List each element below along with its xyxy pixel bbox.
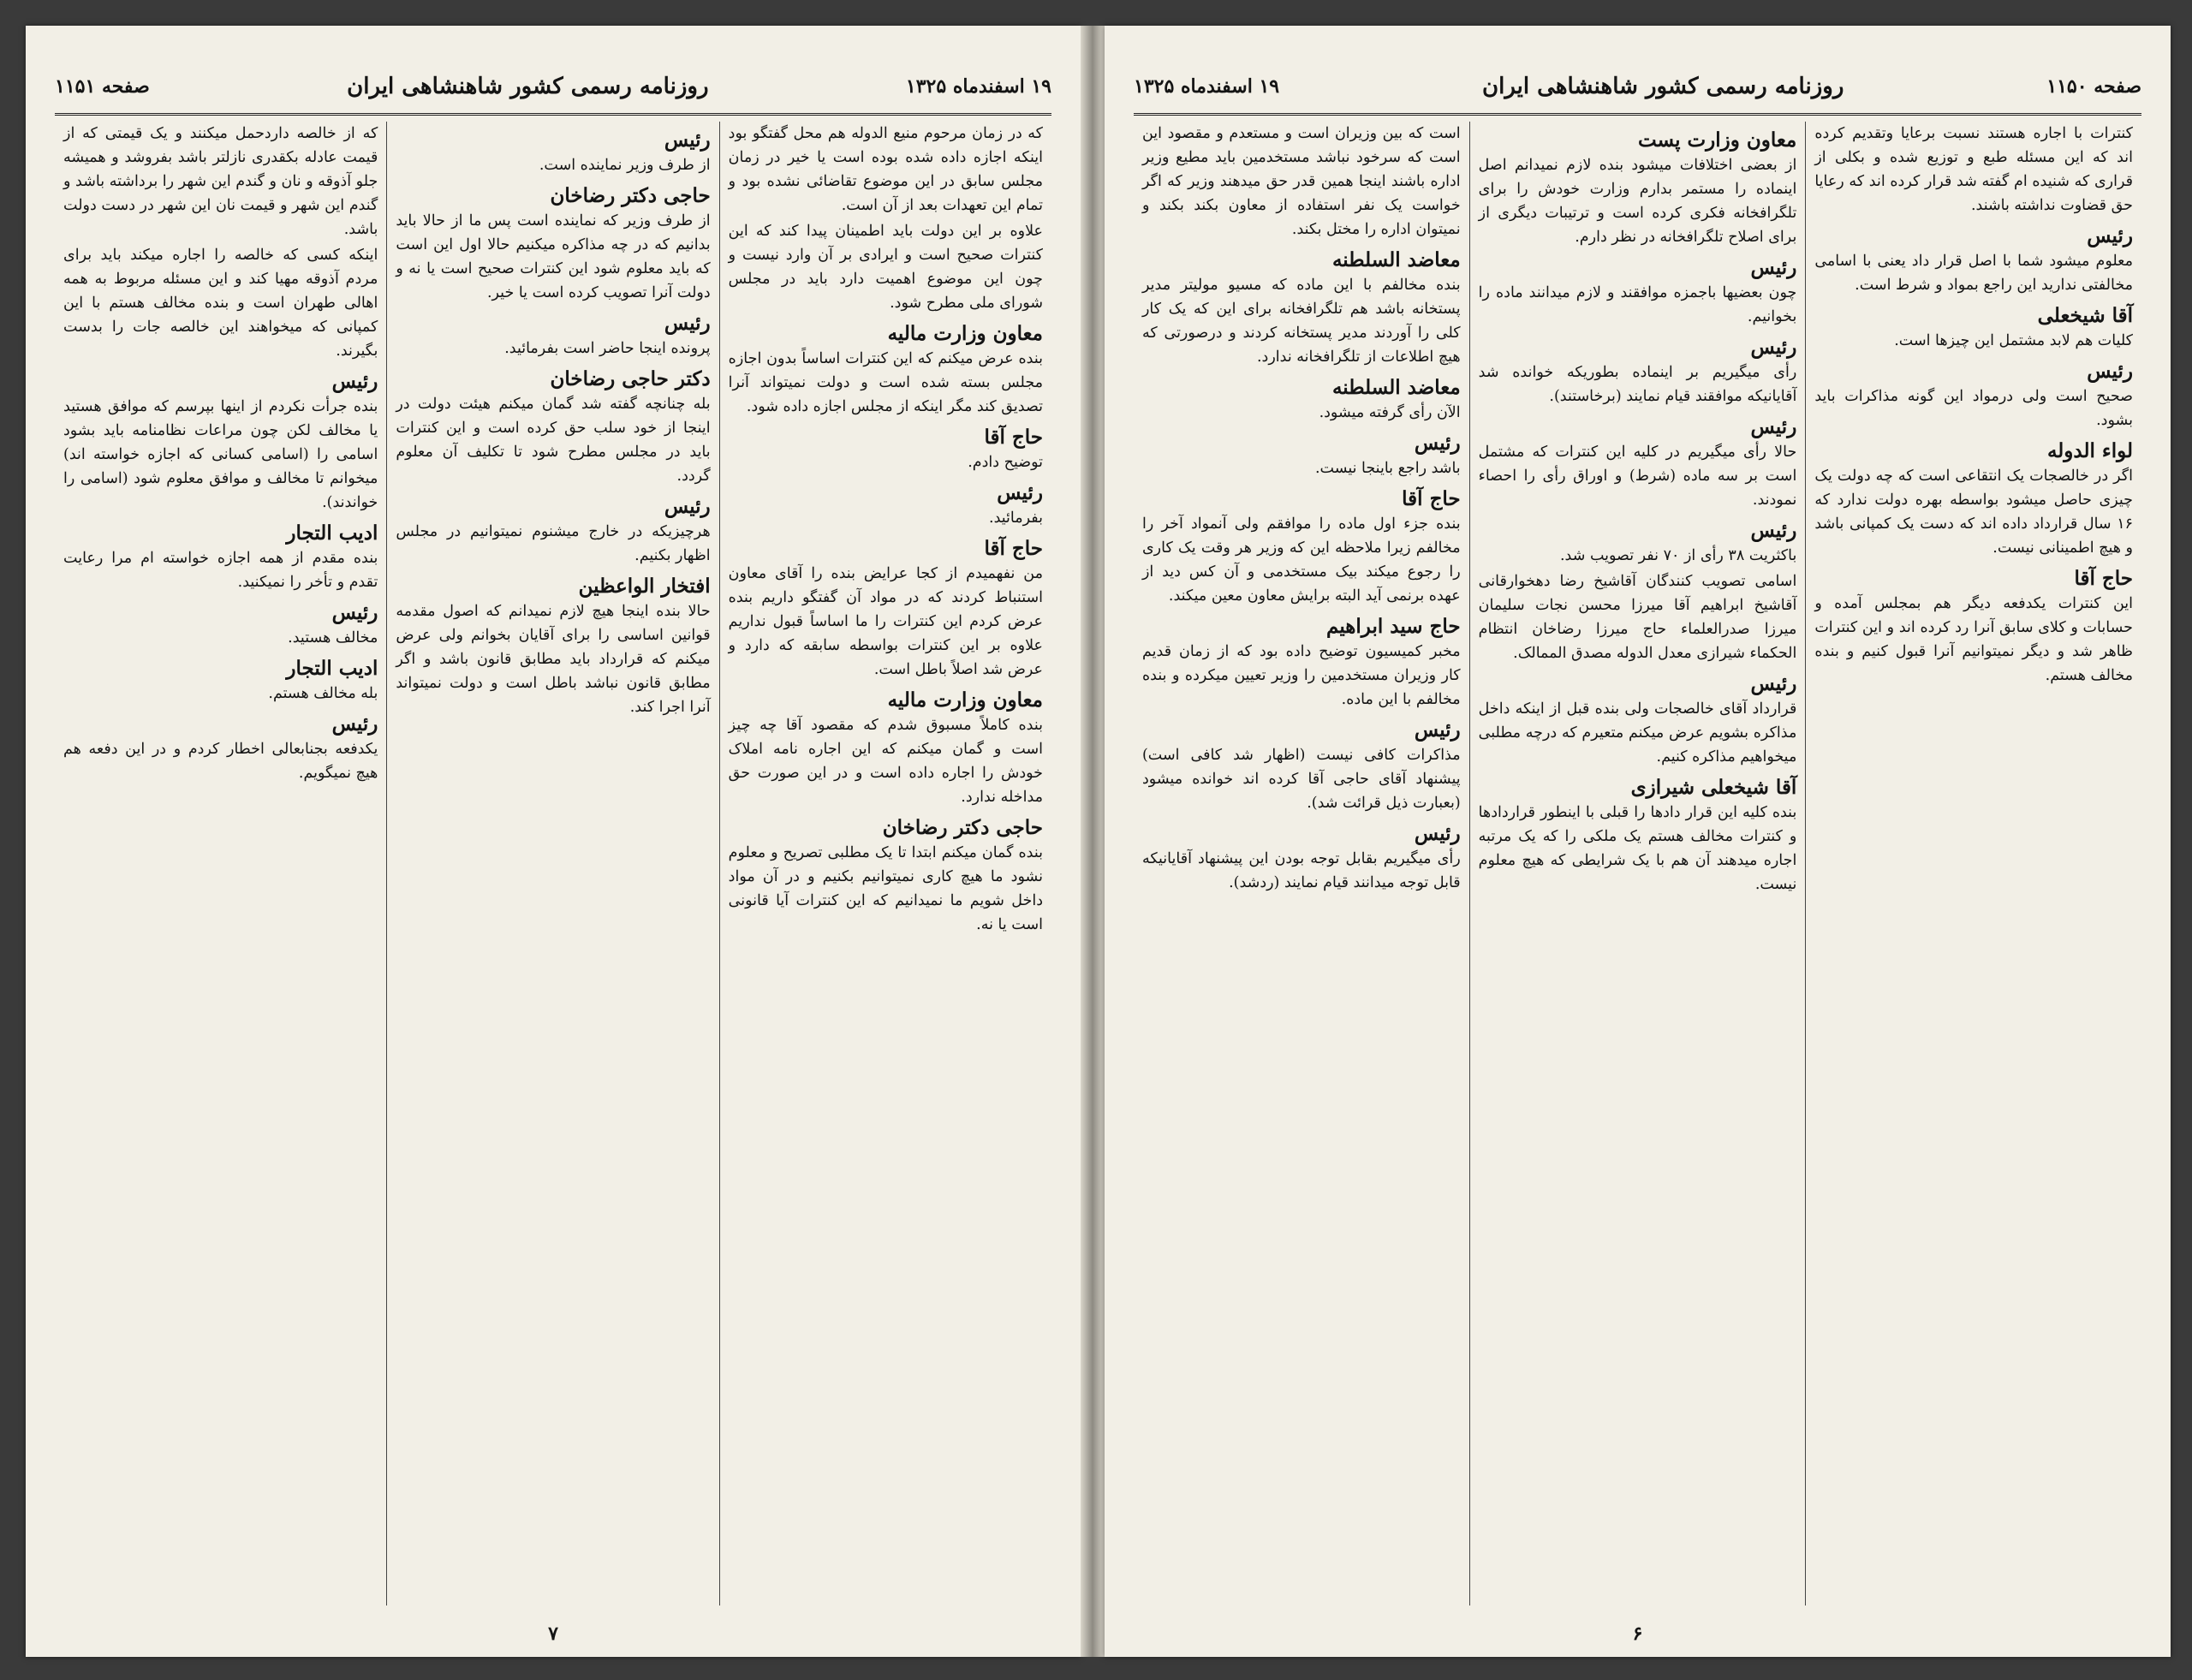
header-page-label: صفحه ۱۱۵۱: [55, 75, 150, 98]
paragraph: توضیح دادم.: [968, 454, 1043, 471]
paragraph: است که بین وزیران است و مستعدم و مقصود این است که سرخود نباشد مستخدمین باید مطیع وزیر اداره باشند اینجا همین قدر حق میدهند وزیر که اگر خواست یک نفر استفاده از معاون بکند بکند و نمیتوان اداره را مختل بکند.: [1141, 125, 1461, 238]
paragraph: بنده کاملاً مسبوق شدم که مقصود آقا چه چیز است و گمان میکنم که این اجاره نامه املاک خودش را اجاره داده است و در این صورت حق مداخله ندارد.: [728, 717, 1043, 806]
speaker-name: دکتر حاجی رضاخان: [550, 367, 711, 390]
paragraph: بنده گمان میکنم ابتدا تا یک مطلبی تصریح و معلوم نشود ما هیچ کاری نمیتوانیم بکنیم و در آن مواد داخل شویم ما نمیدانیم که این کنترات آیا قانونی است یا نه.: [728, 844, 1043, 933]
speaker-name: افتخار الواعظین: [578, 575, 711, 598]
speaker-name: حاج آقا: [2074, 567, 2133, 590]
page-number: ۶: [1632, 1623, 1643, 1645]
right-page-columns: [1134, 122, 2141, 1606]
speaker-name: معاضد السلطنه: [1331, 376, 1461, 399]
article-column: [719, 122, 1051, 1606]
paragraph: یکدفعه بجنابعالی اخطار کردم و در این دفعه هم هیچ نمیگویم.: [63, 741, 378, 782]
speaker-name: معاون وزارت مالیه: [887, 322, 1043, 345]
speaker-name: لواء الدوله: [2046, 439, 2133, 462]
speaker-name: رئیس: [997, 481, 1043, 504]
speaker-name: حاجی دکتر رضاخان: [882, 816, 1043, 839]
speaker-name: رئیس: [2087, 360, 2133, 383]
paragraph: مخبر کمیسیون توضیح داده بود که از زمان قدیم کار وزیران مستخدمین را وزیر تعیین میکرده و بنده مخالفم با این ماده.: [1141, 643, 1461, 708]
paragraph: که در زمان مرحوم منیع الدوله هم محل گفتگو بود اینکه اجازه داده شده بوده است یا خیر در زمان مجلس سابق در این موضوع تقاضائی نشده بود و تمام این تعهدات بعد از آن است.: [728, 125, 1043, 214]
header-title: روزنامه رسمی کشور شاهنشاهی ایران: [347, 74, 709, 99]
speaker-name: معاون وزارت پست: [1638, 128, 1797, 152]
paragraph: اینکه کسی که خالصه را اجاره میکند باید برای مردم آذوقه مهیا کند و این مسئله مربوط به همه اهالی طهران است و بنده مخالف هستم با این کمپانی که میخواهند این خالصه جات را بدست بگیرند.: [63, 247, 378, 360]
paragraph: چون بعضیها باجمزه موافقند و لازم میدانند ماده را بخوانیم.: [1478, 284, 1797, 325]
paragraph: رأی میگیریم بقابل توجه بودن این پیشنهاد آقایانیکه قابل توجه میدانند قیام نمایند (ردشد).: [1141, 850, 1461, 891]
speaker-name: رئیس: [664, 312, 711, 335]
speaker-name: حاج آقا: [984, 537, 1043, 560]
speaker-name: رئیس: [664, 495, 711, 518]
article-column: [386, 122, 718, 1606]
paragraph: معلوم میشود شما با اصل قرار داد یعنی با اسامی مخالفتی ندارید این راجع بمواد و شرط است.: [1814, 253, 2133, 294]
left-page-header: [55, 60, 1051, 116]
article-column: [55, 122, 386, 1606]
speaker-name: رئیس: [331, 370, 378, 393]
speaker-name: رئیس: [1750, 336, 1797, 359]
paragraph: مخالف هستید.: [288, 629, 378, 646]
paragraph: از بعضی اختلافات میشود بنده لازم نمیدانم اصل اینماده را مستمر بدارم وزارت خودش را برای تلگرافخانه فکری کرده است و ترتیبات دیگری از برای اصلاح تلگرافخانه در نظر دارم.: [1478, 157, 1797, 246]
header-date: ۱۹ اسفندماه ۱۳۲۵: [905, 75, 1051, 98]
left-page-columns: [55, 122, 1051, 1606]
speaker-name: رئیس: [664, 128, 711, 152]
speaker-name: آقا شیخعلی شیرازی: [1630, 776, 1797, 799]
paragraph: من نفهمیدم از کجا عرایض بنده را آقای معاون استنباط کردند که در مواد آن گفتگو داریم بنده عرض کردم این کنترات را ما اساساً قبول نداریم علاوه بر این کنترات بواسطه سابقه که دارد و عرض شد اصلاً باطل است.: [728, 565, 1043, 678]
speaker-name: حاج آقا: [1402, 487, 1461, 510]
paragraph: بفرمائید.: [989, 509, 1043, 527]
paragraph: بنده مقدم از همه اجازه خواسته ام مرا رعایت تقدم و تأخر را نمیکنید.: [63, 550, 378, 591]
paragraph: بنده عرض میکنم که این کنترات اساساً بدون اجازه مجلس بسته شده است و دولت نمیتواند آنرا تصدیق کند مگر اینکه از مجلس اجازه داده شود.: [728, 350, 1043, 415]
paragraph: بله مخالف هستم.: [268, 685, 378, 702]
speaker-name: رئیس: [1750, 415, 1797, 438]
paragraph: باشد راجع باینجا نیست.: [1314, 460, 1461, 477]
header-date: ۱۹ اسفندماه ۱۳۲۵: [1134, 75, 1280, 98]
speaker-name: رئیس: [331, 712, 378, 736]
speaker-name: ادیب التجار: [286, 657, 378, 680]
header-title: روزنامه رسمی کشور شاهنشاهی ایران: [1482, 74, 1844, 99]
speaker-name: رئیس: [1750, 256, 1797, 279]
article-column: [1805, 122, 2141, 1606]
speaker-name: رئیس: [1750, 672, 1797, 695]
speaker-name: حاجی دکتر رضاخان: [550, 184, 711, 207]
paragraph: که از خالصه داردحمل میکنند و یک قیمتی که از قیمت عادله بکقدری نازلتر باشد بفروشد و همیشه جلو آذوقه و نان و گندم این شهر را برداشته باشد و گندم این شهر و قیمت نان این شهر در دست دولت باشد.: [63, 125, 378, 238]
paragraph: از طرف وزیر که نماینده است پس ما از حالا باید بدانیم که در چه مذاکره میکنیم حالا اول این است که باید معلوم شود این کنترات صحیح است یا نه و دولت آنرا تصویب کرده است یا خیر.: [396, 212, 711, 301]
speaker-name: رئیس: [1414, 822, 1461, 845]
left-page: [26, 26, 1081, 1657]
speaker-name: رئیس: [1750, 519, 1797, 542]
paragraph: بنده جزء اول ماده را موافقم ولی آنمواد آخر را مخالفم زیرا ملاحظه این که وزیر هر وقت یک کاری را رجوع میکند بیک مستخدمی و آن کس دید از عهده برنمی آید البته برایش معاون معین میکند.: [1141, 515, 1461, 605]
paragraph: اگر در خالصجات یک انتقاعی است که چه دولت یک چیزی حاصل میشود بواسطه بهره دولت ندارد که ۱۶ سال قرارداد داده اند که دست یک کمپانی باشد و هیچ اطمینانی نیست.: [1814, 468, 2133, 557]
speaker-name: رئیس: [1414, 718, 1461, 742]
book-gutter: [1081, 26, 1105, 1657]
paragraph: اسامی تصویب کنندگان آقاشیخ رضا دهخوارقانی آقاشیخ ابراهیم آقا میرزا محسن نجات سلیمان میرزا صدرالعلماء حاج میرزا رضاخان انتظام الحکماء شیرازی معدل الدوله مصدق الممالک.: [1478, 573, 1797, 662]
paragraph: باکثریت ۳۸ رأی از ۷۰ نفر تصویب شد.: [1559, 547, 1797, 564]
speaker-name: رئیس: [1414, 432, 1461, 455]
right-page-header: [1134, 60, 2141, 116]
paragraph: هرچیزیکه در خارج میشنوم نمیتوانیم در مجلس اظهار بکنیم.: [396, 523, 711, 564]
speaker-name: معاضد السلطنه: [1331, 248, 1461, 271]
speaker-name: رئیس: [331, 601, 378, 624]
paragraph: کلیات هم لابد مشتمل این چیزها است.: [1894, 332, 2133, 349]
speaker-name: رئیس: [2087, 224, 2133, 247]
paragraph: رأی میگیریم بر اینماده بطوریکه خوانده شد آقایانیکه موافقند قیام نمایند (برخاستند).: [1478, 364, 1797, 405]
header-page-label: صفحه ۱۱۵۰: [2046, 75, 2141, 98]
paragraph: کنترات با اجاره هستند نسبت برعایا وتقدیم کرده اند که این مسئله طبع و توزیع شده و بکلی از قراری که شنیده ام گفته شد قرار کرده اند که رعایا حق قضاوت نداشته باشند.: [1814, 125, 2133, 214]
paragraph: این کنترات یکدفعه دیگر هم بمجلس آمده و حسابات و کلای سابق آنرا رد کرده اند و این کنترات ظاهر شد و دیگر نمیتوانیم آنرا قبول کنیم و بنده مخالف هستم.: [1814, 595, 2133, 684]
paragraph: صحیح است ولی درمواد این گونه مذاکرات باید بشود.: [1814, 388, 2133, 429]
paragraph: علاوه بر این دولت باید اطمینان پیدا کند که این کنترات صحیح است و ایرادی بر آن وارد نیست و چون این موضوع اهمیت دارد باید در مجلس شورای ملی مطرح شود.: [728, 223, 1043, 312]
paragraph: بنده مخالفم با این ماده که مسیو مولیتر مدیر پستخانه باشد هم تلگرافخانه برای این که یک کار کلی را آوردند مدیر پستخانه کردند و درصورتی که هیچ اطلاعات از تلگرافخانه ندارد.: [1141, 277, 1461, 366]
paragraph: مذاکرات کافی نیست (اظهار شد کافی است) پیشنهاد آقای حاجی آقا کرده اند خوانده میشود (بعبارت ذیل قرائت شد).: [1141, 747, 1461, 812]
speaker-name: معاون وزارت مالیه: [887, 688, 1043, 712]
paragraph: حالا بنده اینجا هیچ لازم نمیدانم که اصول مقدمه قوانین اساسی را برای آقایان بخوانم ولی عرض میکنم که قرارداد باید مطابق قانون باشد و اگر مطابق قانون نباشد باطل است و دولت نمیتواند آنرا اجرا کند.: [396, 603, 711, 716]
article-column: [1469, 122, 1806, 1606]
article-column: [1134, 122, 1469, 1606]
speaker-name: آقا شیخعلی: [2037, 304, 2133, 327]
speaker-name: حاج سید ابراهیم: [1326, 615, 1461, 638]
page-number: ۷: [548, 1623, 558, 1645]
speaker-name: حاج آقا: [984, 426, 1043, 449]
right-page: [1105, 26, 2171, 1657]
paragraph: قرارداد آقای خالصجات ولی بنده قبل از اینکه داخل مذاکره بشویم عرض میکنم متعیرم که درچه مطلبی میخواهیم مذاکره کنیم.: [1478, 700, 1797, 766]
paragraph: پرونده اینجا حاضر است بفرمائید.: [504, 340, 711, 357]
speaker-name: ادیب التجار: [286, 521, 378, 545]
paragraph: بنده کلیه این قرار دادها را قبلی با اینطور قراردادها و کنترات مخالف هستم یک ملکی را که یک مرتبه اجاره میدهند آن هم با یک شرایطی که هیچ معلوم نیست.: [1478, 804, 1797, 893]
paragraph: بله چنانچه گفته شد گمان میکنم هیئت دولت در اینجا از خود سلب حق کرده است و این کنترات باید در مجلس مطرح شود تا تکلیف آن معلوم گردد.: [396, 396, 711, 485]
paragraph: الآن رأی گرفته میشود.: [1319, 404, 1461, 421]
paragraph: حالا رأی میگیریم در کلیه این کنترات که مشتمل است بر سه ماده (شرط) و اوراق رأی را احصاء نمودند.: [1478, 444, 1797, 509]
paragraph: از طرف وزیر نماینده است.: [539, 157, 711, 174]
paragraph: بنده جرأت نکردم از اینها بپرسم که موافق هستید یا مخالف لکن چون مراعات نظامنامه باید بشود اسامی را (اسامی کسانی که اجازه خواسته اند) میخوانم تا مخالف و موافق معلوم شود (اسامی را خواندند).: [63, 398, 378, 511]
